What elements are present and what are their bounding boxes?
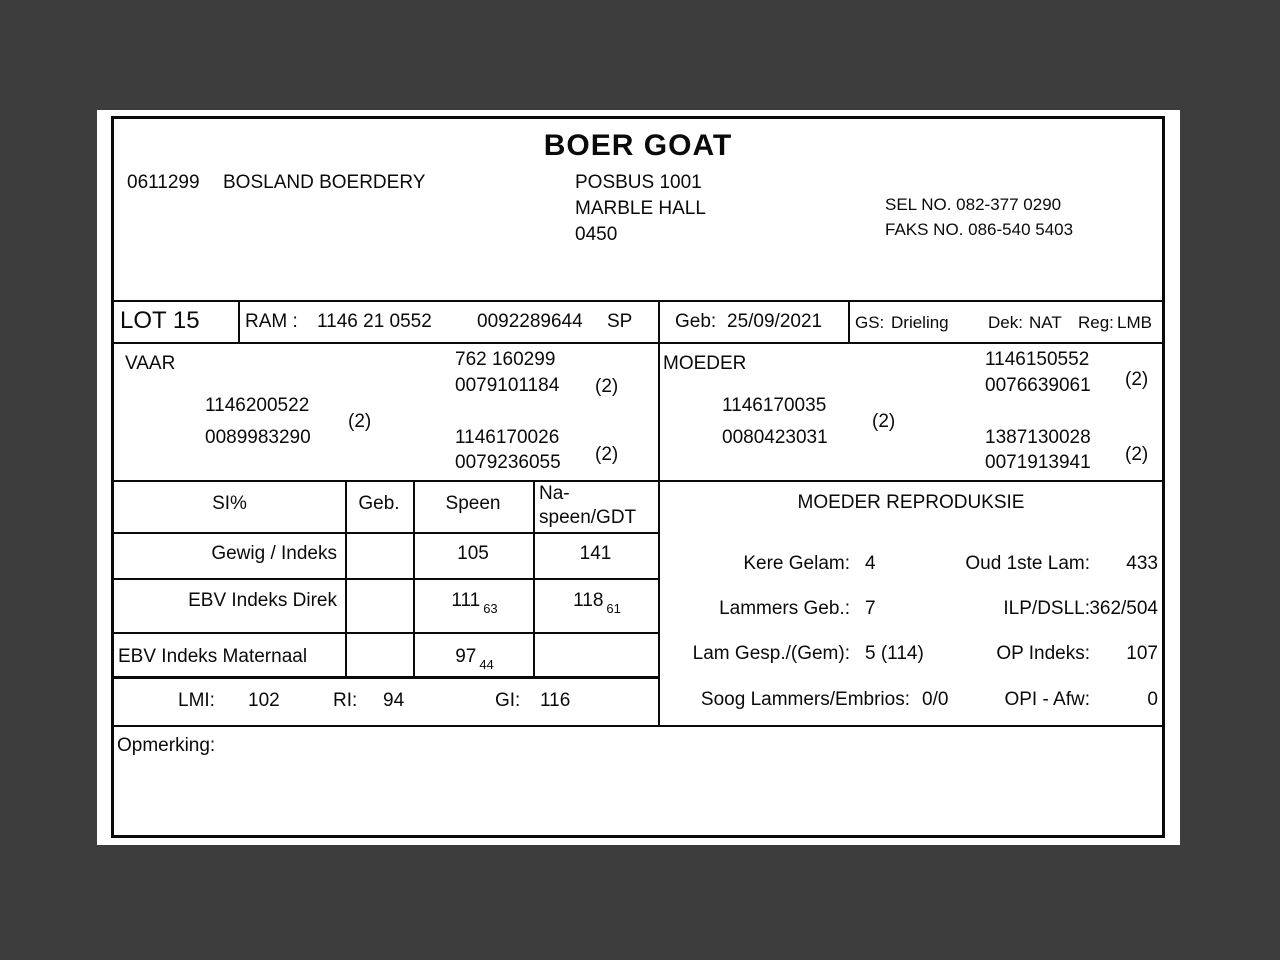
repro-row: [660, 598, 1162, 624]
repro-value: 4: [865, 553, 876, 574]
repro-row: [660, 643, 1162, 669]
divider: [114, 300, 1162, 302]
lot-number: LOT 15: [120, 307, 200, 334]
repro-label: ILP/DSLL:: [1003, 598, 1090, 619]
dam-reproduction-title: MOEDER REPRODUKSIE: [797, 492, 1025, 513]
sire-section-label: VAAR: [125, 353, 176, 374]
divider: [848, 300, 850, 342]
repro-label: OP Indeks:: [996, 643, 1090, 664]
repro-row: [660, 689, 1162, 715]
dam-reg: 0080423031: [722, 427, 828, 448]
address-line-2: MARBLE HALL: [575, 198, 706, 219]
repro-label: Kere Gelam:: [743, 553, 850, 574]
dam-section-label: MOEDER: [663, 353, 747, 374]
birthdate-label: Geb:: [675, 311, 717, 332]
dam-grandsire-id: 1146150552: [985, 349, 1090, 370]
table-bottom-border: [114, 676, 660, 679]
page-title: BOER GOAT: [543, 129, 733, 162]
sire-grandsire-note: (2): [595, 376, 619, 397]
repro-value: 7: [865, 598, 876, 619]
repro-label: Oud 1ste Lam:: [965, 553, 1090, 574]
ram-label: RAM :: [245, 311, 298, 332]
dam-id: 1146170035: [722, 395, 827, 416]
repro-value: 107: [1126, 643, 1158, 664]
si-header: SI%: [212, 493, 247, 514]
table-divider: [114, 632, 658, 634]
gs-value: Drieling: [891, 313, 949, 332]
accuracy-subscript: 61: [606, 601, 621, 616]
farm-name: BOSLAND BOERDERY: [223, 172, 426, 193]
repro-value: 5 (114): [865, 643, 924, 664]
gi-label: GI:: [495, 690, 521, 711]
repro-label: OPI - Afw:: [1004, 689, 1090, 710]
geb-header: Geb.: [358, 493, 400, 514]
sire-reg: 0089983290: [205, 427, 311, 448]
table-cell-naspeen: 141: [579, 543, 612, 564]
divider: [238, 300, 240, 342]
repro-label: Lammers Geb.:: [719, 598, 850, 619]
table-row-label: EBV Indeks Direk: [188, 590, 337, 611]
dam-granddam-id: 1387130028: [985, 427, 1091, 448]
lmi-value: 102: [248, 690, 280, 711]
dam-reproduction-section: [660, 482, 1162, 725]
dam-granddam-note: (2): [1125, 444, 1149, 465]
cell-number: SEL NO. 082-377 0290: [885, 195, 1062, 214]
table-row-label: EBV Indeks Maternaal: [118, 646, 308, 667]
repro-value: 362/504: [1089, 598, 1158, 619]
sire-note: (2): [348, 411, 372, 432]
table-cell-speen: 97 $_{44}$: [455, 646, 494, 672]
table-row-label: Gewig / Indeks: [211, 543, 337, 564]
dam-grandsire-reg: 0076639061: [985, 375, 1091, 396]
table-divider: [114, 532, 658, 534]
catalog-sheet: [97, 110, 1180, 845]
repro-label: Soog Lammers/Embrios:: [700, 689, 910, 710]
naspeen-header-line1: Na-: [539, 483, 570, 504]
ri-value: 94: [383, 690, 405, 711]
reg-value: LMB: [1117, 313, 1152, 332]
divider: [114, 342, 1162, 344]
accuracy-subscript: 63: [483, 601, 498, 616]
gi-value: 116: [540, 690, 571, 711]
dam-note: (2): [872, 411, 896, 432]
lmi-label: LMI:: [178, 690, 215, 711]
accuracy-subscript: 44: [479, 657, 494, 672]
catalog-frame: [111, 116, 1165, 838]
member-number: 0611299: [127, 172, 200, 193]
ram-id: 1146 21 0552: [317, 311, 432, 332]
naspeen-header-line2: speen/GDT: [539, 507, 637, 528]
repro-row: [660, 553, 1162, 579]
table-cell-speen: 105: [457, 543, 489, 564]
ram-registration: 0092289644: [477, 311, 583, 332]
repro-value: 433: [1126, 553, 1158, 574]
speen-header: Speen: [445, 493, 501, 514]
fax-number: FAKS NO. 086-540 5403: [885, 220, 1074, 239]
sire-granddam-reg: 0079236055: [455, 452, 561, 473]
sire-grandsire-reg: 0079101184: [455, 375, 560, 396]
repro-value: 0: [1147, 689, 1158, 710]
sire-granddam-note: (2): [595, 444, 619, 465]
dek-label: Dek:: [988, 313, 1023, 332]
remark-label: Opmerking:: [117, 735, 216, 756]
divider: [114, 725, 1162, 727]
table-cell-speen: 111 $_{63}$: [451, 590, 498, 616]
gs-label: GS:: [855, 313, 885, 332]
table-cell-naspeen: 118 $_{61}$: [573, 590, 621, 616]
sire-granddam-id: 1146170026: [455, 427, 560, 448]
birthdate-value: 25/09/2021: [727, 311, 823, 332]
sire-grandsire-id: 762 160299: [455, 349, 556, 370]
sire-id: 1146200522: [205, 395, 310, 416]
dam-grandsire-note: (2): [1125, 369, 1149, 390]
dek-value: NAT: [1029, 313, 1062, 332]
repro-label: Lam Gesp./(Gem):: [692, 643, 850, 664]
ri-label: RI:: [333, 690, 358, 711]
reg-label: Reg:: [1078, 313, 1114, 332]
repro-value: 0/0: [922, 689, 949, 710]
address-line-3: 0450: [575, 224, 618, 245]
address-line-1: POSBUS 1001: [575, 172, 702, 193]
dam-granddam-reg: 0071913941: [985, 452, 1091, 473]
ram-flag: SP: [607, 311, 633, 332]
table-divider: [114, 578, 658, 580]
